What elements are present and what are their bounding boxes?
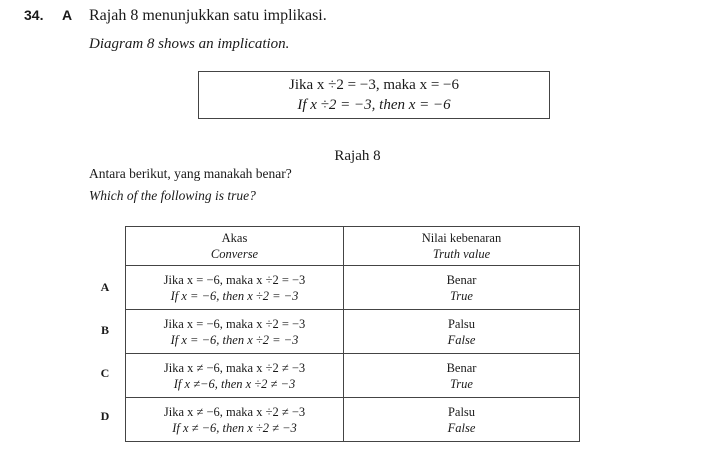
converse-malay: Jika x = −6, maka x ÷2 = −3 <box>163 316 306 331</box>
converse-header <box>126 227 344 266</box>
truth-cell <box>344 398 580 442</box>
question-stem-malay: Rajah 8 menunjukkan satu implikasi. <box>89 7 327 24</box>
implication-box <box>198 71 550 119</box>
implication-english: If x ÷2 = −3, then x = −6 <box>297 97 451 113</box>
answer-mark: A <box>62 7 73 23</box>
option-letter-d[interactable]: D <box>100 409 110 423</box>
prompt-english: Which of the following is true? <box>89 188 256 203</box>
converse-malay: Jika x ≠ −6, maka x ÷2 ≠ −3 <box>163 360 306 375</box>
option-letter-a[interactable]: A <box>100 280 110 294</box>
implication-malay: Jika x ÷2 = −3, maka x = −6 <box>289 77 459 93</box>
converse-english: If x = −6, then x ÷2 = −3 <box>170 288 299 303</box>
truth-english: False <box>447 332 476 347</box>
converse-english: If x ≠−6, then x ÷2 ≠ −3 <box>173 376 296 391</box>
option-letter-c[interactable]: C <box>100 366 110 380</box>
option-row-d[interactable] <box>126 398 580 442</box>
options-table <box>125 226 580 442</box>
table-header-row <box>126 227 580 266</box>
truth-english: True <box>450 376 473 391</box>
truth-malay: Palsu <box>447 404 476 419</box>
converse-english: If x = −6, then x ÷2 = −3 <box>170 332 299 347</box>
converse-cell <box>126 266 344 310</box>
converse-header-malay: Akas <box>221 231 248 245</box>
truth-malay: Benar <box>446 272 477 287</box>
truth-header-malay: Nilai kebenaran <box>421 231 502 245</box>
converse-malay: Jika x ≠ −6, maka x ÷2 ≠ −3 <box>163 404 306 419</box>
prompt-malay: Antara berikut, yang manakah benar? <box>89 166 292 181</box>
question-number: 34. <box>24 7 44 23</box>
question-stem-english: Diagram 8 shows an implication. <box>89 36 290 52</box>
option-letter-b[interactable]: B <box>100 323 109 337</box>
truth-english: False <box>447 420 476 435</box>
truth-cell <box>344 266 580 310</box>
truth-header-english: Truth value <box>432 247 491 261</box>
converse-cell <box>126 354 344 398</box>
truth-cell <box>344 354 580 398</box>
truth-malay: Benar <box>446 360 477 375</box>
converse-english: If x ≠ −6, then x ÷2 ≠ −3 <box>172 420 297 435</box>
truth-header <box>344 227 580 266</box>
diagram-caption: Rajah 8 <box>334 148 381 164</box>
truth-cell <box>344 310 580 354</box>
converse-malay: Jika x = −6, maka x ÷2 = −3 <box>163 272 306 287</box>
truth-english: True <box>450 288 473 303</box>
converse-cell <box>126 310 344 354</box>
option-row-a[interactable] <box>126 266 580 310</box>
option-row-c[interactable] <box>126 354 580 398</box>
converse-cell <box>126 398 344 442</box>
truth-malay: Palsu <box>447 316 476 331</box>
option-row-b[interactable] <box>126 310 580 354</box>
converse-header-english: Converse <box>210 247 259 261</box>
